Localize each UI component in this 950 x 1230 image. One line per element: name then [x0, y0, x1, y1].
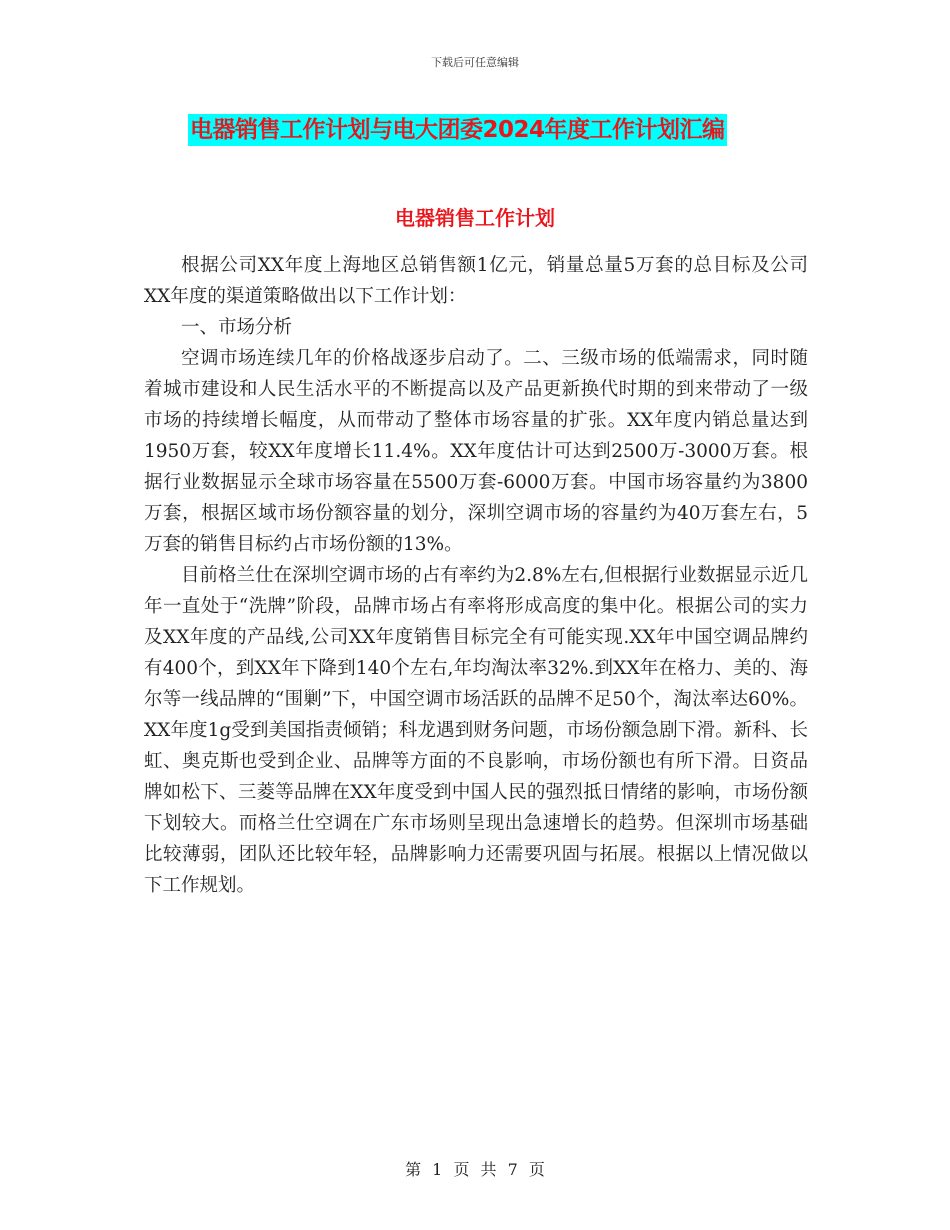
document-title: 电器销售工作计划与电大团委2024年度工作计划汇编 — [188, 114, 727, 146]
paragraph-brand-situation: 目前格兰仕在深圳空调市场的占有率约为2.8%左右,但根据行业数据显示近几年一直处于“洗牌”阶段，品牌市场占有率将形成高度的集中化。根据公司的实力及XX年度的产品线,公司XX年度销售目标完全有可能实现.XX年中国空调品牌约有400个，到XX年下降到140个左右,年均淘汰率32%.到XX年在格力、美的、海尔等一线品牌的“围剿”下，中国空调市场活跃的品牌不足50个，淘汰率达60%。XX年度1g受到美国指责倾销；科龙遇到财务问题，市场份额急剧下滑。新科、长虹、奥克斯也受到企业、品牌等方面的不良影响，市场份额也有所下滑。日资品牌如松下、三菱等品牌在XX年度受到中国人民的强烈抵日情绪的影响，市场份额下划较大。而格兰仕空调在广东市场则呈现出急速增长的趋势。但深圳市场基础比较薄弱，团队还比较年轻，品牌影响力还需要巩固与拓展。根据以上情况做以下工作规划。 — [144, 565, 808, 896]
page-header: 下载后可任意编辑 — [431, 56, 519, 69]
page-footer: 第 1 页 共 7 页 — [405, 1160, 545, 1179]
document-body — [144, 250, 808, 901]
section-title: 电器销售工作计划 — [395, 206, 555, 230]
paragraph-intro: 根据公司XX年度上海地区总销售额1亿元，销量总量5万套的总目标及公司XX年度的渠道策略做出以下工作计划： — [144, 255, 808, 307]
paragraph-market-overview: 空调市场连续几年的价格战逐步启动了。二、三级市场的低端需求，同时随着城市建设和人民生活水平的不断提高以及产品更新换代时期的到来带动了一级市场的持续增长幅度，从而带动了整体市场容量的扩张。XX年度内销总量达到1950万套，较XX年度增长11.4%。XX年度估计可达到2500万-3000万套。根据行业数据显示全球市场容量在5500万套-6000万套。中国市场容量约为3800万套，根据区域市场份额容量的划分，深圳空调市场的容量约为40万套左右，5万套的销售目标约占市场份额的13%。 — [144, 348, 808, 555]
heading-market-analysis: 一、市场分析 — [181, 317, 293, 338]
